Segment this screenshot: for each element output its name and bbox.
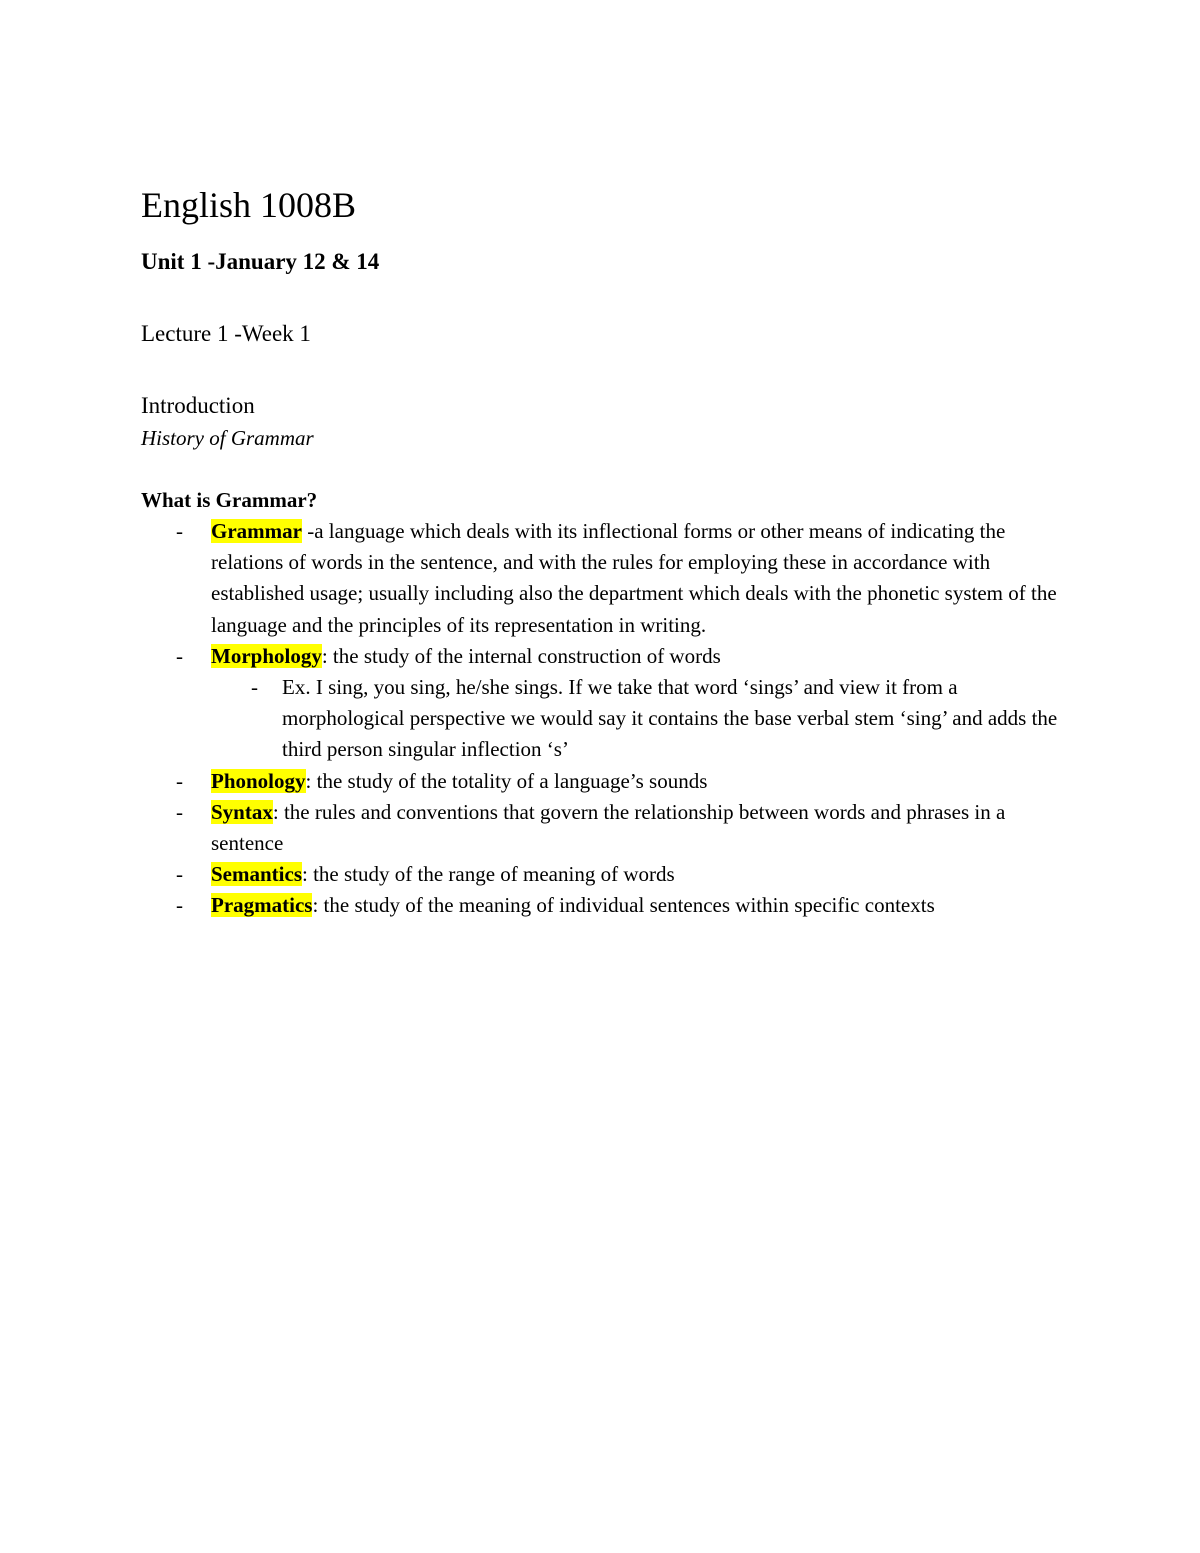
term-highlight: Pragmatics — [211, 893, 313, 918]
definition-list — [141, 516, 1061, 922]
example-list — [211, 672, 1061, 766]
term-highlight: Syntax — [211, 799, 273, 824]
term-definition: : the study of the totality of a language’s sounds — [305, 768, 708, 793]
term-definition: : the study of the meaning of individual sentences within specific contexts — [312, 893, 935, 918]
document-content — [141, 183, 1061, 922]
term-highlight: Morphology — [211, 643, 322, 668]
term-definition: : the rules and conventions that govern the relationship between words and phrases in a sentence — [211, 799, 1006, 856]
term-definition: -a language which deals with its inflectional forms or other means of indicating the relations of words in the sentence, and with the rules for employing these in accordance with established usage; usually including also the department which deals with the phonetic system of the language and the principles of its representation in writing. — [211, 519, 1057, 637]
section-subheading: History of Grammar — [141, 426, 314, 450]
unit-heading: Unit 1 -January 12 & 14 — [141, 249, 380, 274]
term-definition: : the study of the internal construction of words — [321, 643, 721, 668]
list-item — [141, 766, 1061, 797]
section-heading: Introduction — [141, 393, 255, 418]
term-definition: : the study of the range of meaning of words — [302, 862, 675, 887]
sub-list-item: - Ex. I sing, you sing, he/she sings. If we take that word ‘sings’ and view it from a morphological perspective we would say it contains the base verbal stem ‘sing’ and adds the third person singular inflection ‘s’ — [211, 672, 1061, 766]
document-title: English 1008B — [141, 185, 357, 225]
lecture-heading: Lecture 1 -Week 1 — [141, 321, 311, 346]
question-heading: What is Grammar? — [141, 488, 318, 512]
term-highlight: Phonology — [211, 768, 306, 793]
list-item — [141, 797, 1061, 859]
list-item — [141, 641, 1061, 766]
list-item — [141, 859, 1061, 890]
list-item — [141, 890, 1061, 921]
term-highlight: Grammar — [211, 519, 302, 543]
list-item — [141, 516, 1061, 641]
term-highlight: Semantics — [211, 862, 302, 887]
